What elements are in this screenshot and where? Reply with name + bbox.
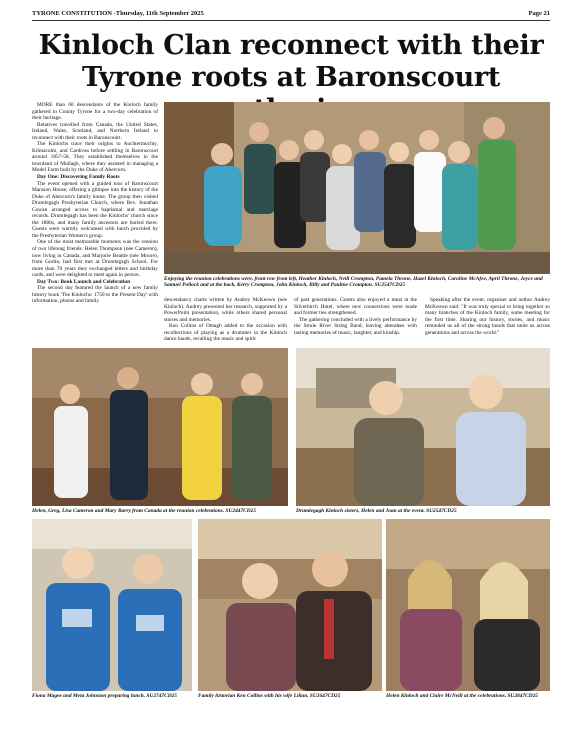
lunch-photo	[32, 519, 192, 691]
masthead-rule	[32, 20, 550, 21]
article-paragraph: MORE than 60 descendants of the Kinloch family gathered in County Tyrone for a two-day celebration of their heritage.	[32, 102, 158, 122]
article-paragraph: One of the most memorable moments was the reunion of two lifelong friends. Helen Thompson (née Cameron), now living in Canada, and Marjorie Beattie (née Moore), from Gortin, had first met at Drumlegagh School. For more than 70 years they exchanged letters and birthday cards, and were delighted to meet again in person.	[32, 239, 158, 279]
column-3-paragraph-2: The gathering concluded with a lively performance by the Strule River String Band, leaving attendees with lasting memories of music, laughter, and kinship.	[294, 316, 417, 336]
article-column-1	[32, 102, 158, 371]
canada-visitors-caption: Helen, Greg, Lisa Cameron and Mary Barry from Canada at the reunion celebrations. SU2447CD25	[32, 508, 257, 514]
section-subheading: Day One: Discovering Family Roots	[37, 174, 120, 181]
article-paragraph: The Kinlochs trace their origins to Auchtermuchty, Kilmaculm, and Cardross before settling in Baronscourt around 1857-58. They established themselves in the townland of Mullagh, where they assisted in managing a Model Farm built by the Duke of Abercorn.	[32, 141, 158, 174]
article-column-2	[164, 297, 287, 343]
lunch-caption: Fiona Magee and Meta Johnston preparing lunch. SU2747CD25	[32, 693, 177, 699]
article-paragraph: The event opened with a guided tour of Baronscourt Mansion House, offering a glimpse into the history of the Duke of Abercorn's family home. The group then visited Drumlegagh Presbyterian Church, where Rev. Jonathan Cowan arranged access to baptismal and marriage records. Drumlegagh has been the Kinlochs' church since the 1880s, and many family ancestors are buried there. Guests were warmly welcomed with lunch provided by the Presbyterian Women's group.	[32, 180, 158, 239]
group-photo-caption: Enjoying the reunion celebrations were, front row from left, Heather Kinloch, Neill Crompton, Pamela Throne, Hazel Kinloch, Caroline McAfee, April Throne, Joyce and Samuel Pollock and at the back, Kerry Crompton, John Kinloch, Billy and Pauline Crompton. SU2547CD25	[164, 276, 543, 289]
column-2-paragraph-1: descendancy charts written by Audrey McKeown (née Kinloch). Audrey presented her research, supported by a PowerPoint presentation, while others shared personal stories and memories.	[164, 297, 287, 323]
article-paragraph: The second day featured the launch of a new family history book 'The Kinlochs: 1750 to the Present Day' with information, photos and family	[32, 285, 158, 305]
column-4-paragraph-1: Speaking after the event, organiser and author Audrey McKeown said: "It was truly special to bring together so many branches of the Kinloch family, some meeting for the first time. Sharing our history, stories, and music reminded us all of the strong bonds that unite us across generations and across the world."	[425, 297, 550, 336]
section-subheading: Day Two: Book Launch and Celebration	[37, 278, 131, 285]
kinloch-sisters-caption: Drumlegagh Kinloch sisters, Helen and Joan at the event. SU2547CD25	[296, 508, 457, 514]
headline-line-2: Tyrone roots at Baronscourt	[82, 62, 500, 93]
masthead-title: TYRONE CONSTITUTION -Thursday, 11th September 2025	[32, 10, 204, 17]
group-photo	[164, 102, 550, 274]
canada-visitors-photo	[32, 348, 288, 506]
helen-claire-caption: Helen Kinloch and Claire McNeill at the celebrations. SU2847CD25	[386, 693, 538, 699]
headline-line-1: Kinloch Clan reconnect with their	[38, 30, 544, 61]
historian-photo	[198, 519, 382, 691]
masthead	[32, 10, 550, 20]
article-column-4	[425, 297, 550, 336]
helen-claire-photo	[386, 519, 550, 691]
page-number: Page 21	[528, 10, 550, 17]
historian-caption: Family historian Ken Collins with his wife Lilian. SU2647CD25	[198, 693, 341, 699]
kinloch-sisters-photo	[296, 348, 550, 506]
article-column-3	[294, 297, 417, 336]
article-paragraph: Relatives travelled from Canada, the United States, Ireland, Wales, Scotland, and Northern Ireland to reconnect with their roots in Baronscourt.	[32, 121, 158, 141]
column-3-paragraph-1: of past generations. Guests also enjoyed a meal at the Silverbirch Hotel, where new connections were made and former ties strengthened.	[294, 297, 417, 317]
column-2-paragraph-2: Ken Collins of Omagh added to the occasion with recollections of playing as a drummer in the Kinloch dance bands, recalling the music and spirit	[164, 323, 287, 343]
